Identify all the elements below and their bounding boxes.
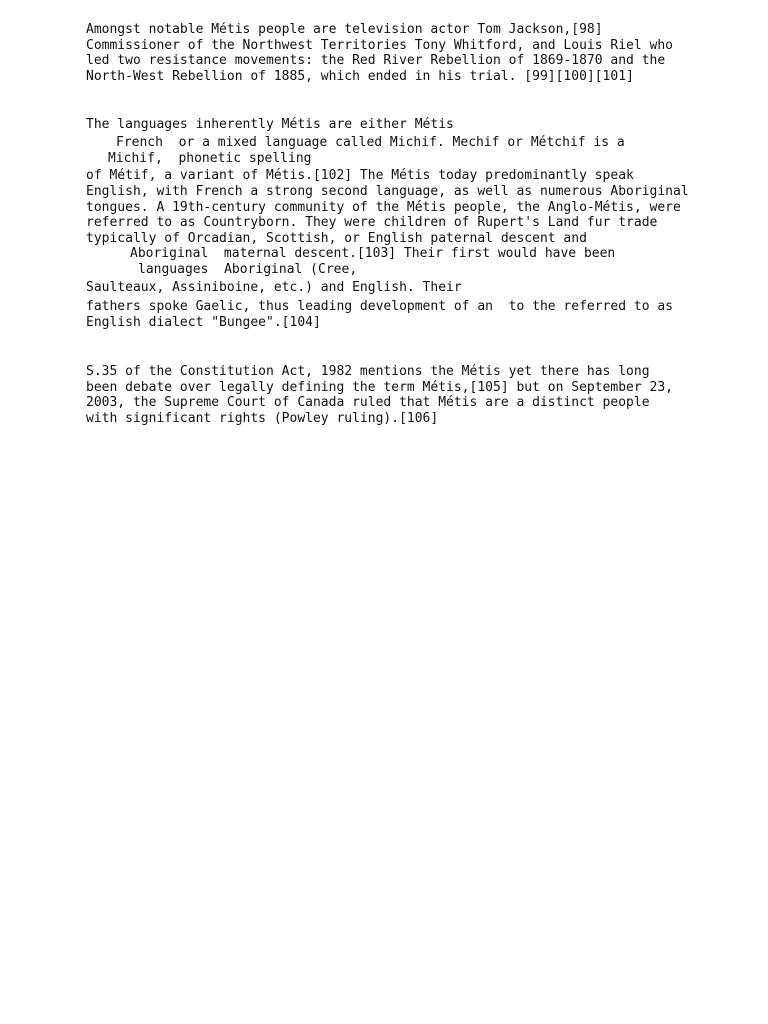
text-line: Saulteaux, Assiniboine, etc.) and English. Their xyxy=(86,280,462,295)
text-line: tongues. A 19th-century community of the Métis people, the Anglo-Métis, were xyxy=(86,200,681,215)
text-line: Michif, phonetic spelling xyxy=(108,151,312,166)
text-line: Commissioner of the Northwest Territories Tony Whitford, and Louis Riel who xyxy=(86,38,673,53)
text-line: Aboriginal maternal descent.[103] Their first would have been xyxy=(130,246,616,261)
text-line: French or a mixed language called Michif. Mechif or Métchif is a xyxy=(116,135,625,150)
text-line: fathers spoke Gaelic, thus leading development of an to the referred to as xyxy=(86,299,673,314)
text-line: of Métif, a variant of Métis.[102] The Métis today predominantly speak xyxy=(86,168,634,183)
text-line: led two resistance movements: the Red River Rebellion of 1869-1870 and the xyxy=(86,53,666,68)
text-line: The languages inherently Métis are either Métis xyxy=(86,117,454,132)
text-line: Amongst notable Métis people are television actor Tom Jackson,[98] xyxy=(86,22,603,37)
text-line: English dialect "Bungee".[104] xyxy=(86,315,321,330)
text-line: English, with French a strong second language, as well as numerous Aboriginal xyxy=(86,184,689,199)
text-line: languages Aboriginal (Cree, xyxy=(138,262,358,277)
text-line: referred to as Countryborn. They were children of Rupert's Land fur trade xyxy=(86,215,658,230)
text-line: North-West Rebellion of 1885, which ended in his trial. [99][100][101] xyxy=(86,69,634,84)
text-line: with significant rights (Powley ruling).[106] xyxy=(86,411,439,426)
text-line: S.35 of the Constitution Act, 1982 mentions the Métis yet there has long xyxy=(86,364,650,379)
text-line: typically of Orcadian, Scottish, or English paternal descent and xyxy=(86,231,587,246)
text-line: 2003, the Supreme Court of Canada ruled that Métis are a distinct people xyxy=(86,395,650,410)
text-line: been debate over legally defining the term Métis,[105] but on September 23, xyxy=(86,380,673,395)
